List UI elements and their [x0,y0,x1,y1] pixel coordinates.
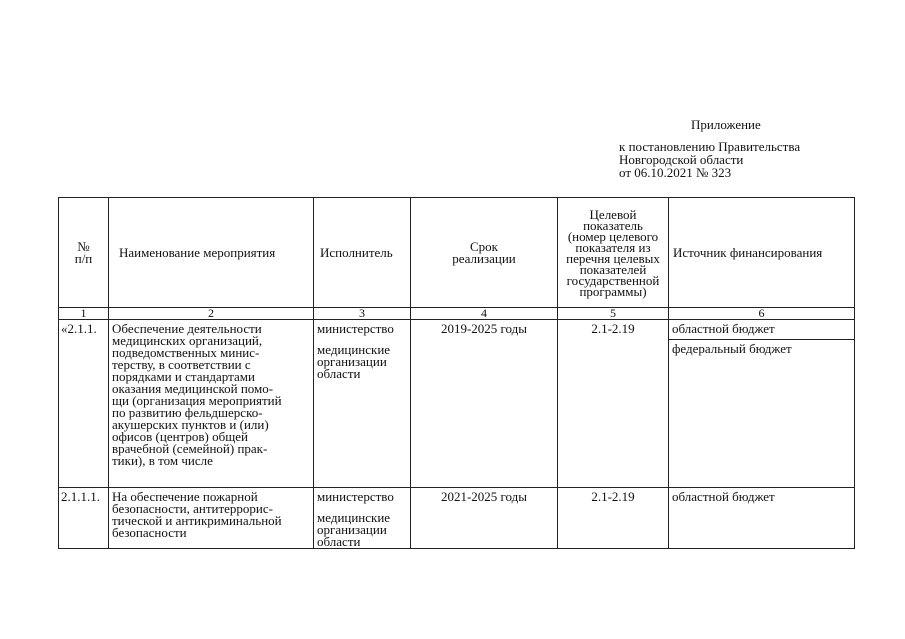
column-number-row [59,308,855,320]
column-number: 1 [59,308,109,320]
table-header-row [59,198,855,308]
executor [314,488,411,549]
implementation-term: 2019-2025 годы [411,320,558,488]
executor-ministry: министерство [317,321,394,336]
activity-name: Обеспечение деятельности медицинских организаций, подведомственных минис- терству, в соответствии с порядками и стандартами оказания медицинской помо- щи (организация мероприятий по развитию фельдшерско- акушерских пунктов и (или) офисов (центров) общей врачебной (семейной) прак- тики), в том числе [109,320,314,488]
executor [314,320,411,488]
executor-ministry: министерство [317,489,394,504]
region-line: Новгородской области [619,152,744,167]
column-number: 2 [109,308,314,320]
column-number: 4 [411,308,558,320]
column-number: 5 [558,308,669,320]
date-number-line: от 06.10.2021 № 323 [619,165,732,180]
appendix-title: Приложение [691,117,761,132]
header-cell-term: Срок реализации [411,198,558,308]
funding-source: федеральный бюджет [669,339,854,359]
implementation-term: 2021-2025 годы [411,488,558,549]
header-cell-executor: Исполнитель [314,198,411,308]
funding-source: областной бюджет [672,489,775,504]
header-cell-indicator: Целевой показатель (номер целевого показателя из перечня целевых показателей государственной программы) [558,198,669,308]
funding-sources [669,320,855,488]
target-indicator: 2.1-2.19 [558,488,669,549]
header-cell-num: № п/п [59,198,109,308]
header-cell-name: Наименование мероприятия [109,198,314,308]
column-number: 3 [314,308,411,320]
resolution-line: к постановлению Правительства [619,139,801,154]
row-number: «2.1.1. [59,320,109,488]
funding-sources [669,488,855,549]
table-row [59,320,855,488]
target-indicator: 2.1-2.19 [558,320,669,488]
funding-source: областной бюджет [672,321,775,336]
activities-table [58,197,855,549]
row-number: 2.1.1.1. [59,488,109,549]
executor-organizations: медицинские организации области [317,342,391,381]
column-number: 6 [669,308,855,320]
header-cell-source: Источник финансирования [669,198,855,308]
activity-name: На обеспечение пожарной безопасности, антитеррорис- тической и антикриминальной безопасности [109,488,314,549]
executor-organizations: медицинские организации области [317,510,391,549]
table-row [59,488,855,549]
document-header [619,118,859,179]
